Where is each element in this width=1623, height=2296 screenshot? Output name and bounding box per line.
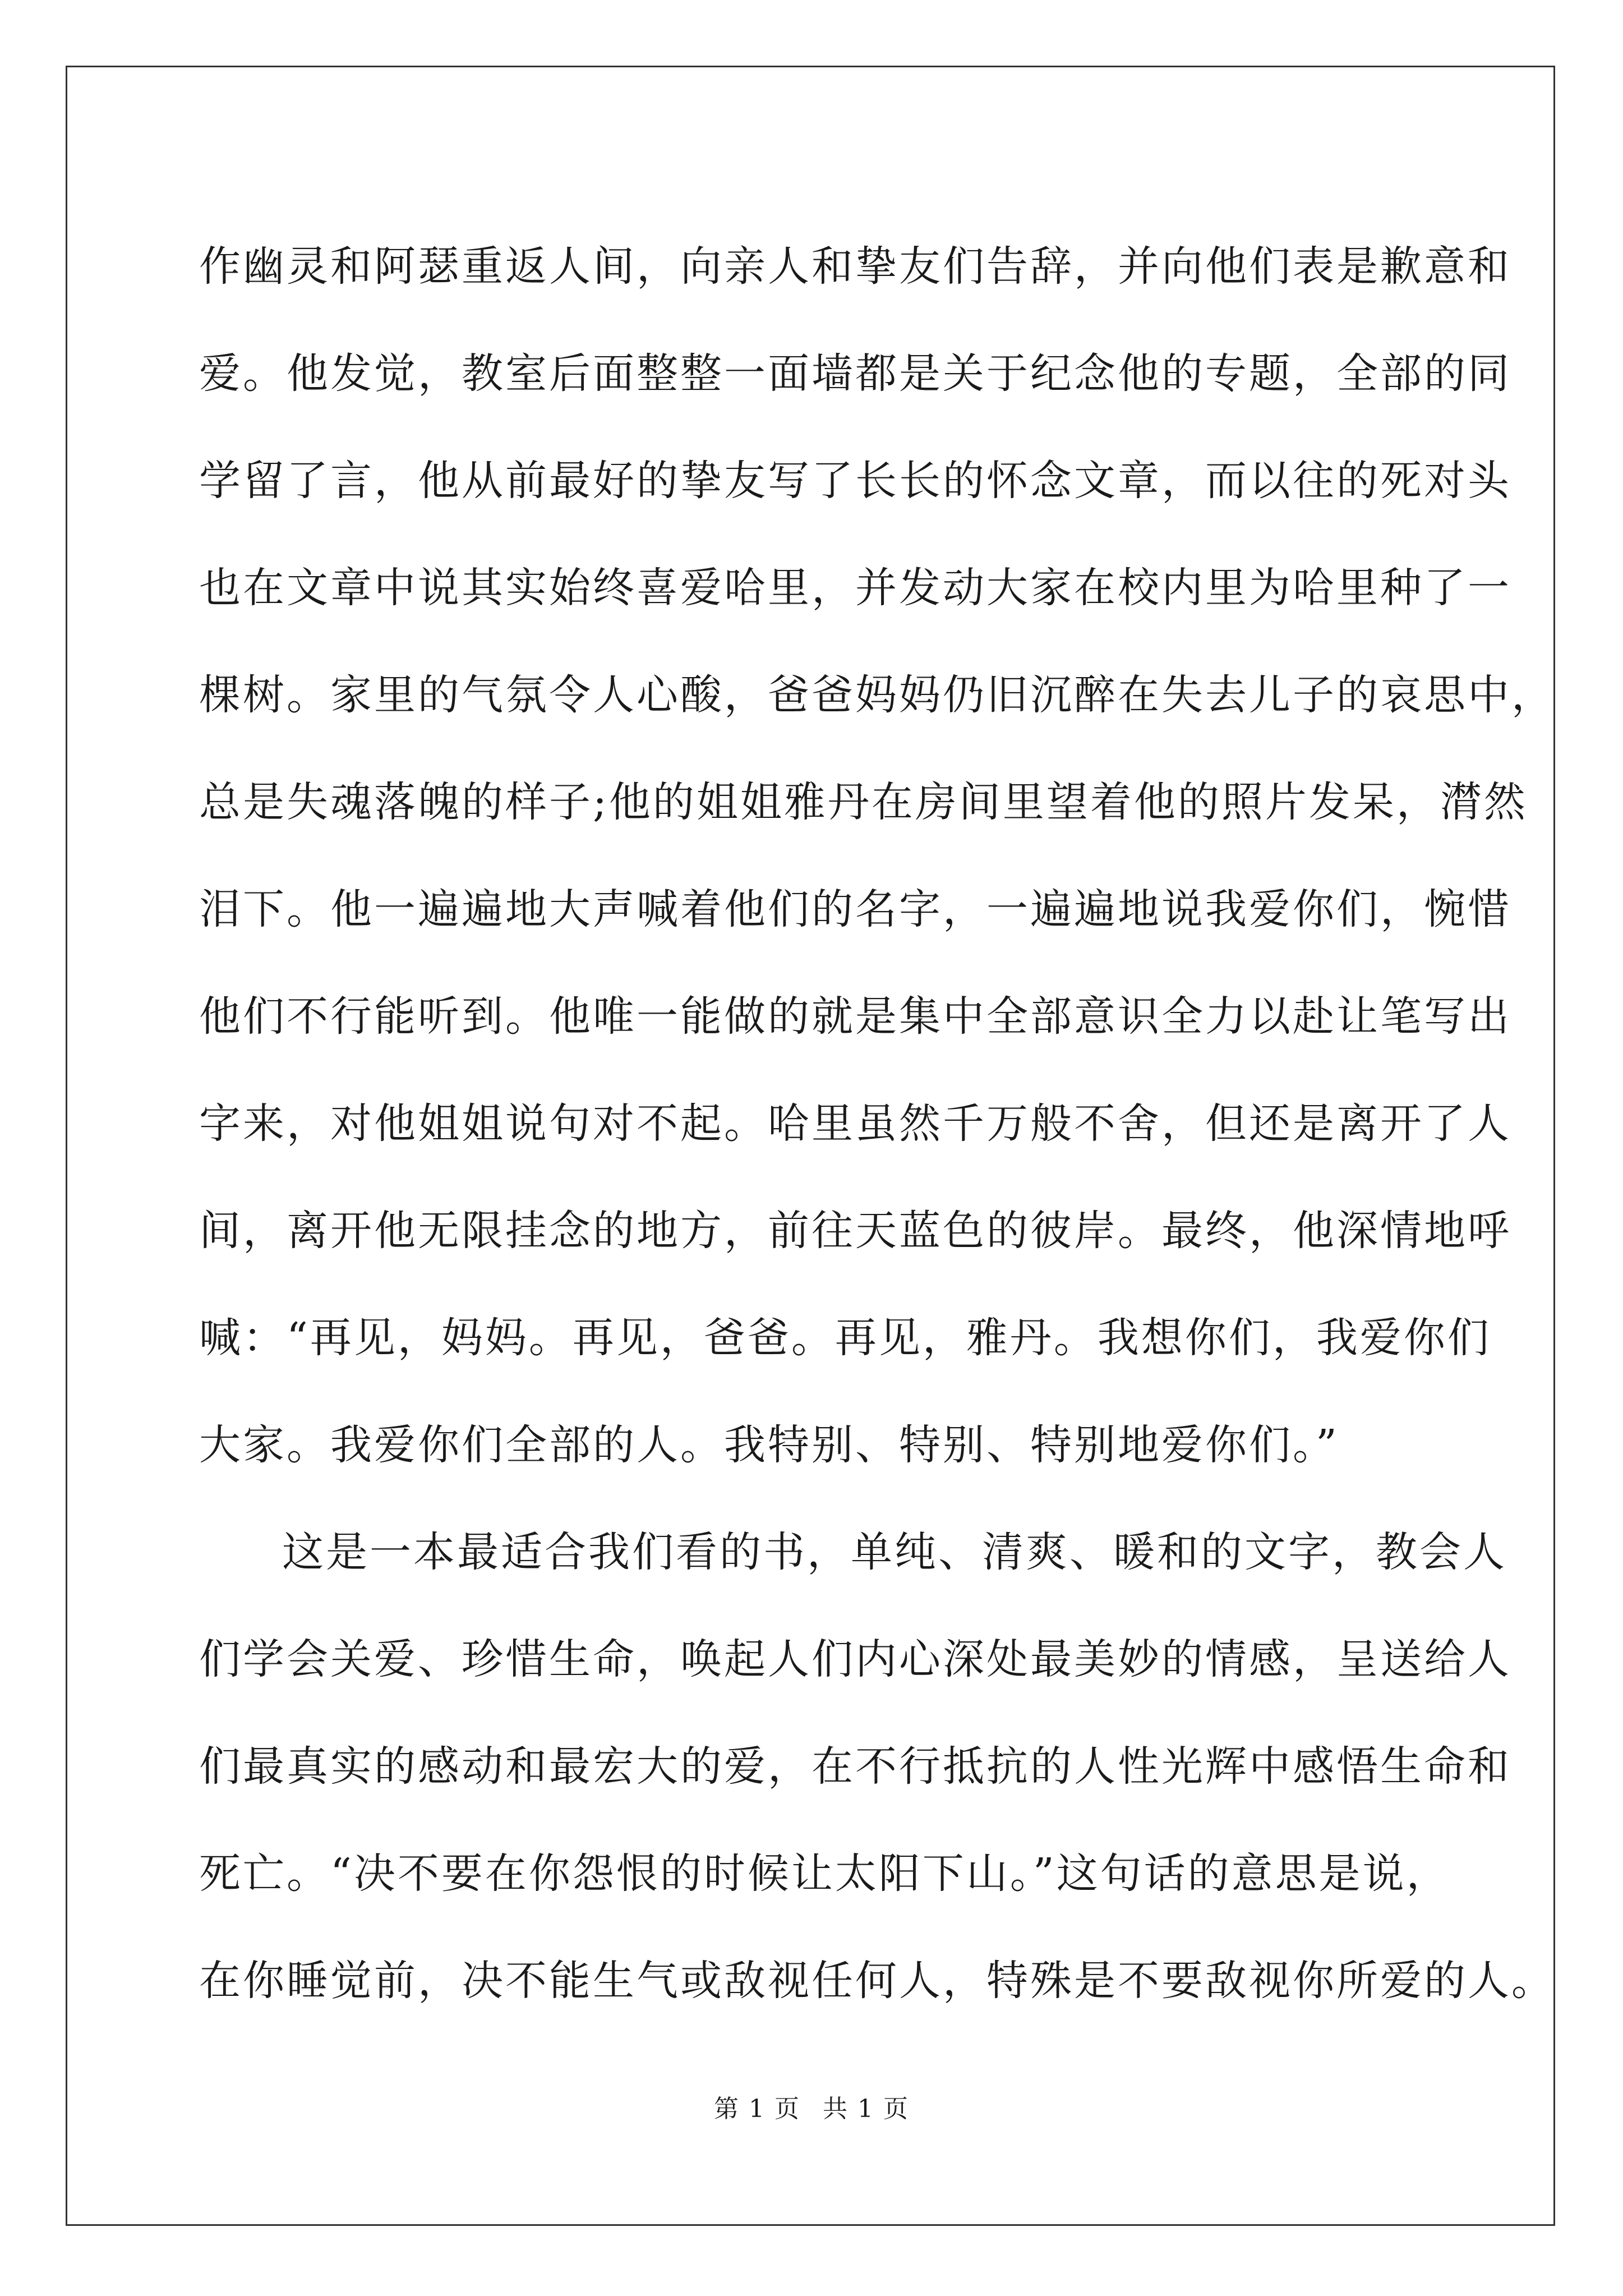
text-line: 们学会关爱、珍惜生命，唤起人们内心深处最美妙的情感，呈送给人 — [199, 1635, 1511, 1683]
text-line: 们最真实的感动和最宏大的爱，在不行抵抗的人性光辉中感悟生命和 — [199, 1742, 1511, 1791]
text-line: 死亡。“决不要在你怨恨的时候让太阳下山。”这句话的意思是说， — [199, 1849, 1450, 1898]
text-line: 也在文章中说其实始终喜爱哈里，并发动大家在校内里为哈里种了一 — [199, 564, 1511, 612]
page-number-current: 第 1 页 — [714, 2095, 800, 2123]
page-footer — [0, 2092, 1623, 2126]
text-line: 这是一本最适合我们看的书，单纯、清爽、暖和的文字，教会人 — [282, 1528, 1507, 1576]
text-line: 总是失魂落魄的样子;他的姐姐雅丹在房间里望着他的照片发呆，潸然 — [199, 778, 1528, 826]
text-line: 在你睡觉前，决不能生气或敌视任何人，特殊是不要敌视你所爱的人。 — [199, 1957, 1555, 2005]
text-line: 学留了言，他从前最好的挚友写了长长的怀念文章，而以往的死对头 — [199, 457, 1511, 505]
text-line: 棵树。家里的气氛令人心酸，爸爸妈妈仍旧沉醉在失去儿子的哀思中， — [199, 671, 1555, 719]
body-text — [199, 213, 1555, 2035]
text-line: 大家。我爱你们全部的人。我特别、特别、特别地爱你们。” — [199, 1421, 1339, 1469]
text-line: 爱。他发觉，教室后面整整一面墙都是关于纪念他的专题，全部的同 — [199, 349, 1511, 398]
text-line: 字来，对他姐姐说句对不起。哈里虽然千万般不舍，但还是离开了人 — [199, 1099, 1511, 1148]
page-number-total: 共 1 页 — [823, 2095, 909, 2123]
text-line: 泪下。他一遍遍地大声喊着他们的名字，一遍遍地说我爱你们，惋惜 — [199, 885, 1511, 933]
text-line: 他们不行能听到。他唯一能做的就是集中全部意识全力以赴让笔写出 — [199, 992, 1511, 1041]
text-line: 喊：“再见，妈妈。再见，爸爸。再见，雅丹。我想你们，我爱你们 — [199, 1314, 1491, 1362]
text-line: 作幽灵和阿瑟重返人间，向亲人和挚友们告辞，并向他们表是歉意和 — [199, 242, 1511, 291]
text-line: 间，离开他无限挂念的地方，前往天蓝色的彼岸。最终，他深情地呼 — [199, 1207, 1511, 1255]
